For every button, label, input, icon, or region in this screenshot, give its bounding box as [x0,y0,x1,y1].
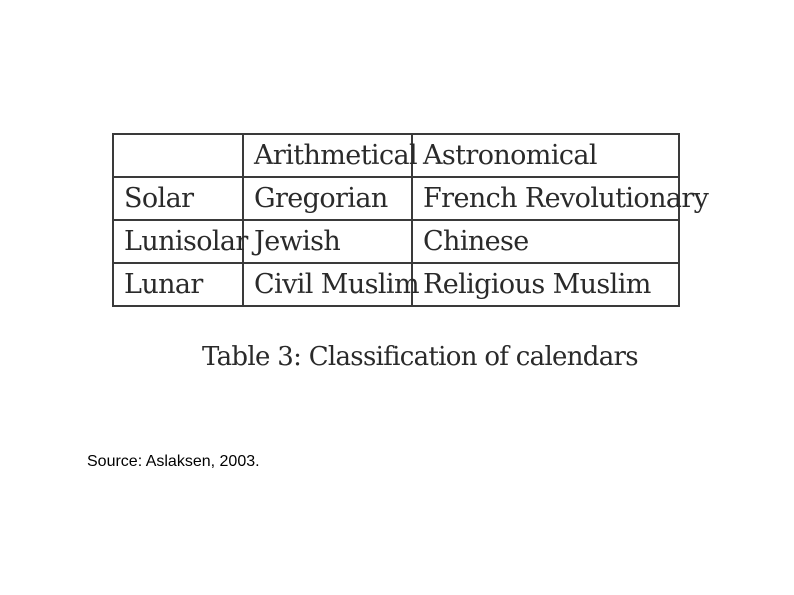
row-header-lunar: Lunar [113,263,243,306]
table-cell: French Revolutionary [412,177,679,220]
table-corner-cell [113,134,243,177]
source-citation: Source: Aslaksen, 2003. [87,453,260,470]
table-row [113,263,679,306]
table-cell: Gregorian [243,177,412,220]
row-header-lunisolar: Lunisolar [113,220,243,263]
table-row [113,220,679,263]
calendar-classification-table [112,133,709,307]
table-cell: Civil Muslim [243,263,412,306]
calendar-table-figure [112,133,709,307]
table-cell: Chinese [412,220,679,263]
table-row [113,177,679,220]
column-header-arithmetical: Arithmetical [243,134,412,177]
table-cell: Religious Muslim [412,263,679,306]
table-header-row [113,134,679,177]
row-header-solar: Solar [113,177,243,220]
table-caption: Table 3: Classification of calendars [202,342,638,372]
table-cell: Jewish [243,220,412,263]
column-header-astronomical: Astronomical [412,134,679,177]
